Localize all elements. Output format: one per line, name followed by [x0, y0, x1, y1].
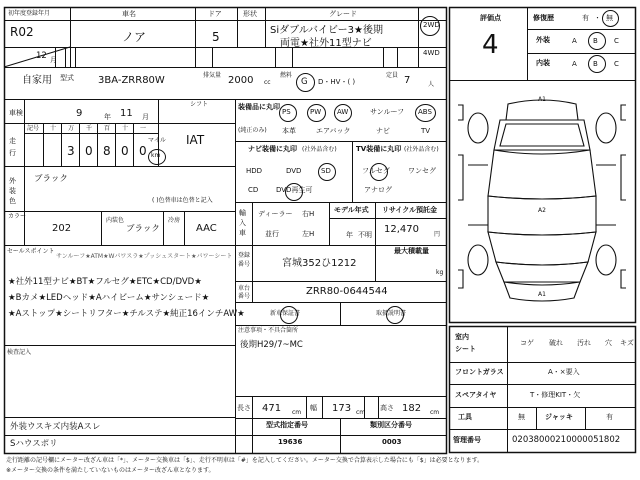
place-label: 千 [86, 125, 93, 132]
seat-opt: コゲ [520, 339, 534, 347]
inspection-label: 車検 [9, 109, 23, 117]
model-year-unknown: 不明 [358, 231, 372, 239]
seat-label-2: シート [455, 345, 476, 353]
place-label: 百 [104, 125, 111, 132]
front-glass-label: フロントガラス [455, 368, 504, 376]
color-label-3: 色 [9, 197, 16, 205]
width-value: 173 [332, 403, 352, 414]
color-code: 202 [52, 223, 72, 234]
navi-label: ナビ装備に丸印 [248, 145, 297, 153]
height-label: 高さ [380, 404, 394, 412]
color-note: ( )色替車は色替と記入 [152, 197, 213, 204]
front-glass-value: A・×要入 [548, 368, 580, 376]
sales-points-label: セールスポイント [7, 248, 55, 255]
displacement-unit: cc [264, 79, 271, 86]
seat-opt: 破れ [549, 339, 563, 347]
exterior-opt: B [593, 37, 598, 45]
diagram-label-a1-top: A1 [538, 96, 546, 103]
spare-value: T・修理KIT・欠 [530, 391, 581, 399]
chassis-label-1: 車台 [238, 285, 251, 292]
equip-item: ABS [418, 108, 432, 116]
interior-label: 内装 [536, 59, 550, 67]
capacity-unit: 人 [428, 81, 435, 88]
shift-label: シフト [190, 101, 209, 108]
ac-value: AAC [196, 223, 217, 234]
repair-no: 無 [606, 14, 613, 22]
seat-opt: キズ [620, 339, 634, 347]
grade-line2: 両電★社外11型ナビ [280, 38, 372, 49]
footer-note-1: 走行距離の記号欄にメーター改ざん車は「*」、メーター交換車は「$」、走行不明車は「#」を記入してください。メーター交換で合算表示した場合にも「$」は必要となります。 [6, 457, 484, 464]
fuel-g: G [301, 77, 308, 87]
jack-label: ジャッキ [545, 413, 573, 421]
tv-item: ワンセグ [408, 167, 436, 175]
color-code-label: カラー [8, 213, 27, 220]
import-rh: 右H [302, 210, 315, 218]
equipment-label: 装備品に丸印 [238, 103, 280, 111]
recycle-label: リサイクル預託金 [382, 206, 438, 214]
vehicle-diagram [458, 100, 626, 301]
max-load-label: 最大積載量 [394, 247, 429, 255]
repair-yes: 有 [582, 14, 589, 22]
inspector-label: 検査記入 [7, 349, 32, 356]
exterior-label: 外装 [536, 36, 550, 44]
mileage-digit: 3 [67, 144, 75, 158]
exterior-color: ブラック [34, 174, 68, 184]
first-reg-label: 初年度登録年月 [8, 10, 51, 17]
navi-item: DVD再生可 [276, 186, 313, 194]
inspection-year: 9 [76, 108, 83, 119]
import-label-1: 輸 [239, 209, 246, 217]
model-year-unit: 年 [346, 231, 353, 239]
type-cert-label: 型式指定番号 [266, 421, 308, 429]
interior-opt: C [614, 60, 619, 68]
notes-label: 注意事項・不具合箇所 [238, 327, 299, 334]
grade-label: グレード [329, 10, 357, 18]
mileage-digit: 0 [139, 144, 147, 158]
inspection-month: 11 [120, 108, 133, 119]
width-label: 幅 [310, 404, 317, 412]
repair-label: 修復歴 [533, 14, 554, 22]
chassis-label-2: 番号 [238, 293, 251, 300]
equip-item: TV [421, 127, 431, 135]
model-code: 3BA-ZRR80W [98, 75, 165, 86]
capacity: 7 [404, 75, 411, 86]
exterior-opt: A [572, 37, 577, 45]
recycle-unit: 円 [434, 231, 441, 238]
equip-item: PS [282, 108, 291, 116]
equipment-label-2: (純正のみ) [238, 127, 267, 134]
navi-item: SD [321, 167, 331, 175]
reg-month-unit: 月 [50, 56, 57, 64]
shift-value: IAT [186, 133, 205, 147]
capacity-label: 定員 [386, 72, 399, 79]
inspector-line1: 外装ウスキズ内装Aスレ [10, 422, 101, 432]
mileage-label-1: 走 [9, 137, 16, 145]
interior-opt: A [572, 60, 577, 68]
tv-label-2: (社外品含む) [404, 146, 439, 153]
jack-value: 有 [606, 413, 613, 421]
recycle-value: 12,470 [384, 224, 419, 235]
mileage-digit: 8 [103, 144, 111, 158]
manual-check: 取扱説明書 [376, 310, 407, 317]
repair-sep: ・ [594, 14, 601, 22]
navi-item: DVD [286, 167, 302, 175]
height-value: 182 [402, 403, 422, 414]
import-parallel: 並行 [265, 230, 279, 238]
mileage-label-2: 行 [9, 149, 16, 157]
interior-opt: B [593, 60, 598, 68]
sales-points-partial: サンルーフ★ATM★Wパワスラ★プッシュスタート★パワーシート [56, 253, 233, 260]
navi-item: CD [248, 186, 259, 194]
shape-label: 形状 [243, 10, 257, 18]
sales-point-line: ★Aストップ★シートリフター★チルステ★純正16インチAW★ [8, 309, 245, 319]
equip-item: AW [337, 108, 349, 116]
color-label-1: 外 [9, 177, 16, 185]
warranty-check: 新車保証書 [270, 310, 301, 317]
seat-opt: 汚れ [577, 339, 591, 347]
mileage-digit: 0 [85, 144, 93, 158]
displacement: 2000 [228, 75, 254, 86]
place-label: 十 [50, 125, 57, 132]
door-label: ドア [208, 10, 222, 18]
manage-label: 管理番号 [453, 436, 481, 444]
ac-label: 冷房 [168, 217, 181, 224]
reg-month-value: 12 [36, 51, 47, 61]
inspection-year-unit: 年 [104, 113, 111, 121]
import-label-2: 入 [239, 219, 246, 227]
tv-item: アナログ [364, 186, 392, 194]
import-lh: 左H [302, 230, 315, 238]
grade-line1: Siダブルバイビー3★後期 [270, 25, 383, 36]
drive-2wd: 2WD [423, 21, 440, 29]
plate-value: 宮城352ひ1212 [282, 258, 357, 269]
score-label: 評価点 [480, 14, 501, 22]
seat-opt: 穴 [605, 339, 612, 347]
footer-note-2: ※メーター交換の条件を満たしていないものはメーター改ざん車となります。 [6, 467, 215, 474]
tool-label: 工具 [458, 413, 472, 421]
place-label: 一 [140, 125, 147, 132]
mileage-unit-mile: マイル [148, 137, 166, 144]
score-value: 4 [482, 30, 499, 60]
first-reg-value: R02 [10, 25, 34, 39]
seat-label-1: 室内 [455, 333, 469, 341]
color-label-2: 装 [9, 187, 16, 195]
manage-value: 02038000210000051802 [512, 435, 621, 445]
inspection-month-unit: 月 [142, 113, 149, 121]
diagram-label-a2: A2 [538, 207, 546, 214]
inspector-line2: Sハウスポリ [10, 439, 58, 449]
car-name: ノア [122, 30, 147, 44]
mileage-record-label: 記号 [27, 125, 40, 132]
diagram-label-a1-bottom: A1 [538, 291, 546, 298]
plate-label-1: 登録 [238, 252, 251, 259]
drive-4wd: 4WD [423, 49, 440, 57]
width-unit: cm [356, 409, 366, 416]
sales-point-line: ★Bカメ★LEDヘッド★Aハイビーム★サンシェード★ [8, 293, 210, 303]
navi-item: HDD [246, 167, 263, 175]
equip-item: 本革 [282, 127, 296, 135]
equip-item: サンルーフ [370, 108, 405, 116]
car-name-label: 車名 [122, 10, 136, 18]
import-label-3: 車 [239, 229, 246, 237]
tool-value: 無 [518, 413, 525, 421]
navi-label-2: (社外品含む) [302, 146, 337, 153]
tv-item: フルセグ [362, 167, 390, 175]
model-year-label: モデル年式 [334, 206, 369, 214]
sales-point-line: ★社外11型ナビ★BT★フルセグ★ETC★CD/DVD★ [8, 277, 202, 287]
mileage-unit-km: km [151, 152, 161, 159]
displacement-label: 排気量 [203, 72, 222, 79]
door-count: 5 [212, 30, 220, 44]
height-unit: cm [430, 409, 440, 416]
model-label: 型式 [60, 74, 74, 82]
fuel-label: 燃料 [280, 72, 293, 79]
length-value: 471 [262, 403, 282, 414]
usage: 自家用 [22, 75, 52, 86]
exterior-opt: C [614, 37, 619, 45]
max-load-unit: kg [436, 269, 444, 276]
mileage-digit: 0 [121, 144, 129, 158]
import-dealer: ディーラー [258, 210, 293, 218]
length-unit: cm [292, 409, 302, 416]
class-label: 類別区分番号 [370, 421, 412, 429]
length-label: 長さ [237, 404, 251, 412]
chassis-value: ZRR80-0644544 [306, 286, 388, 297]
notes-value: 後期H29/7~MC [240, 340, 303, 350]
interior-color-label: 内装色 [106, 217, 125, 224]
equip-item: PW [310, 108, 322, 116]
place-label: 万 [68, 125, 75, 132]
place-label: 十 [122, 125, 129, 132]
class-value: 0003 [382, 438, 402, 446]
fuel-others: D・HV・( ) [318, 78, 356, 86]
type-cert-value: 19636 [278, 438, 303, 446]
plate-label-2: 番号 [238, 261, 251, 268]
equip-item: エアバック [316, 127, 351, 135]
equip-item: ナビ [376, 127, 390, 135]
tv-label: TV装備に丸印 [356, 145, 402, 153]
interior-color: ブラック [126, 224, 160, 234]
spare-label: スペアタイヤ [455, 391, 497, 399]
